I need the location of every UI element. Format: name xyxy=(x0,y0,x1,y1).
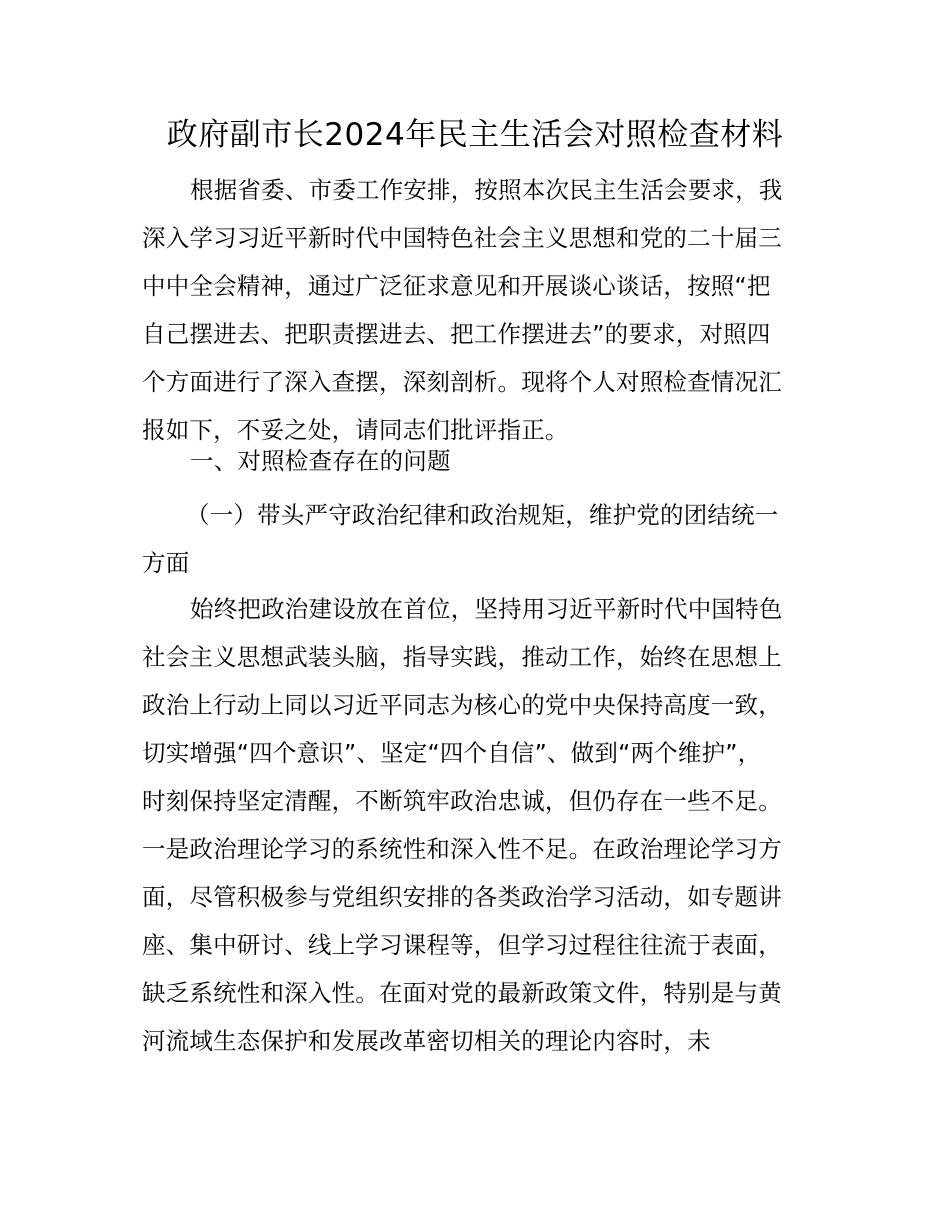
subsection-heading-text: 方面 xyxy=(142,549,190,577)
intro-paragraph xyxy=(142,166,812,454)
text-line: 中中全会精神，通过广泛征求意见和开展谈心谈话，按照“把 xyxy=(142,272,771,300)
section-heading xyxy=(142,437,812,485)
text-line: 切实增强“四个意识”、坚定“四个自信”、做到“两个维护”， xyxy=(142,739,762,767)
text-line: 缺乏系统性和深入性。在面对党的最新政策文件，特别是与黄 xyxy=(142,979,782,1007)
document-title: 政府副市长2024年民主生活会对照检查材料 xyxy=(166,117,784,153)
subsection-heading-text: （一）带头严守政治纪律和政治规矩，维护党的团结统一 xyxy=(186,501,779,529)
text-line: 个方面进行了深入查摆，深刻剖析。现将个人对照检查情况汇 xyxy=(142,368,782,396)
body-paragraph xyxy=(142,585,812,1065)
section-heading-text: 一、对照检查存在的问题 xyxy=(190,447,451,475)
text-line: 自己摆进去、把职责摆进去、把工作摆进去”的要求，对照四 xyxy=(142,320,771,348)
text-line: 面，尽管积极参与党组织安排的各类政治学习活动，如专题讲 xyxy=(142,883,782,911)
text-line: 始终把政治建设放在首位，坚持用习近平新时代中国特色 xyxy=(190,595,783,623)
subsection-heading xyxy=(142,491,812,587)
text-line: 社会主义思想武装头脑，指导实践，推动工作，始终在思想上 xyxy=(142,643,782,671)
text-line: 时刻保持坚定清醒，不断筑牢政治忠诚，但仍存在一些不足。 xyxy=(142,787,782,815)
text-line: 根据省委、市委工作安排，按照本次民主生活会要求，我 xyxy=(190,176,783,204)
text-line: 深入学习习近平新时代中国特色社会主义思想和党的二十届三 xyxy=(142,224,782,252)
text-line: 座、集中研讨、线上学习课程等，但学习过程往往流于表面， xyxy=(142,931,782,959)
text-line: 河流域生态保护和发展改革密切相关的理论内容时，未 xyxy=(142,1027,711,1055)
text-line: 政治上行动上同以习近平同志为核心的党中央保持高度一致， xyxy=(142,691,782,719)
text-line: 报如下，不妥之处，请同志们批评指正。 xyxy=(142,416,569,444)
text-line: 一是政治理论学习的系统性和深入性不足。在政治理论学习方 xyxy=(142,835,782,863)
